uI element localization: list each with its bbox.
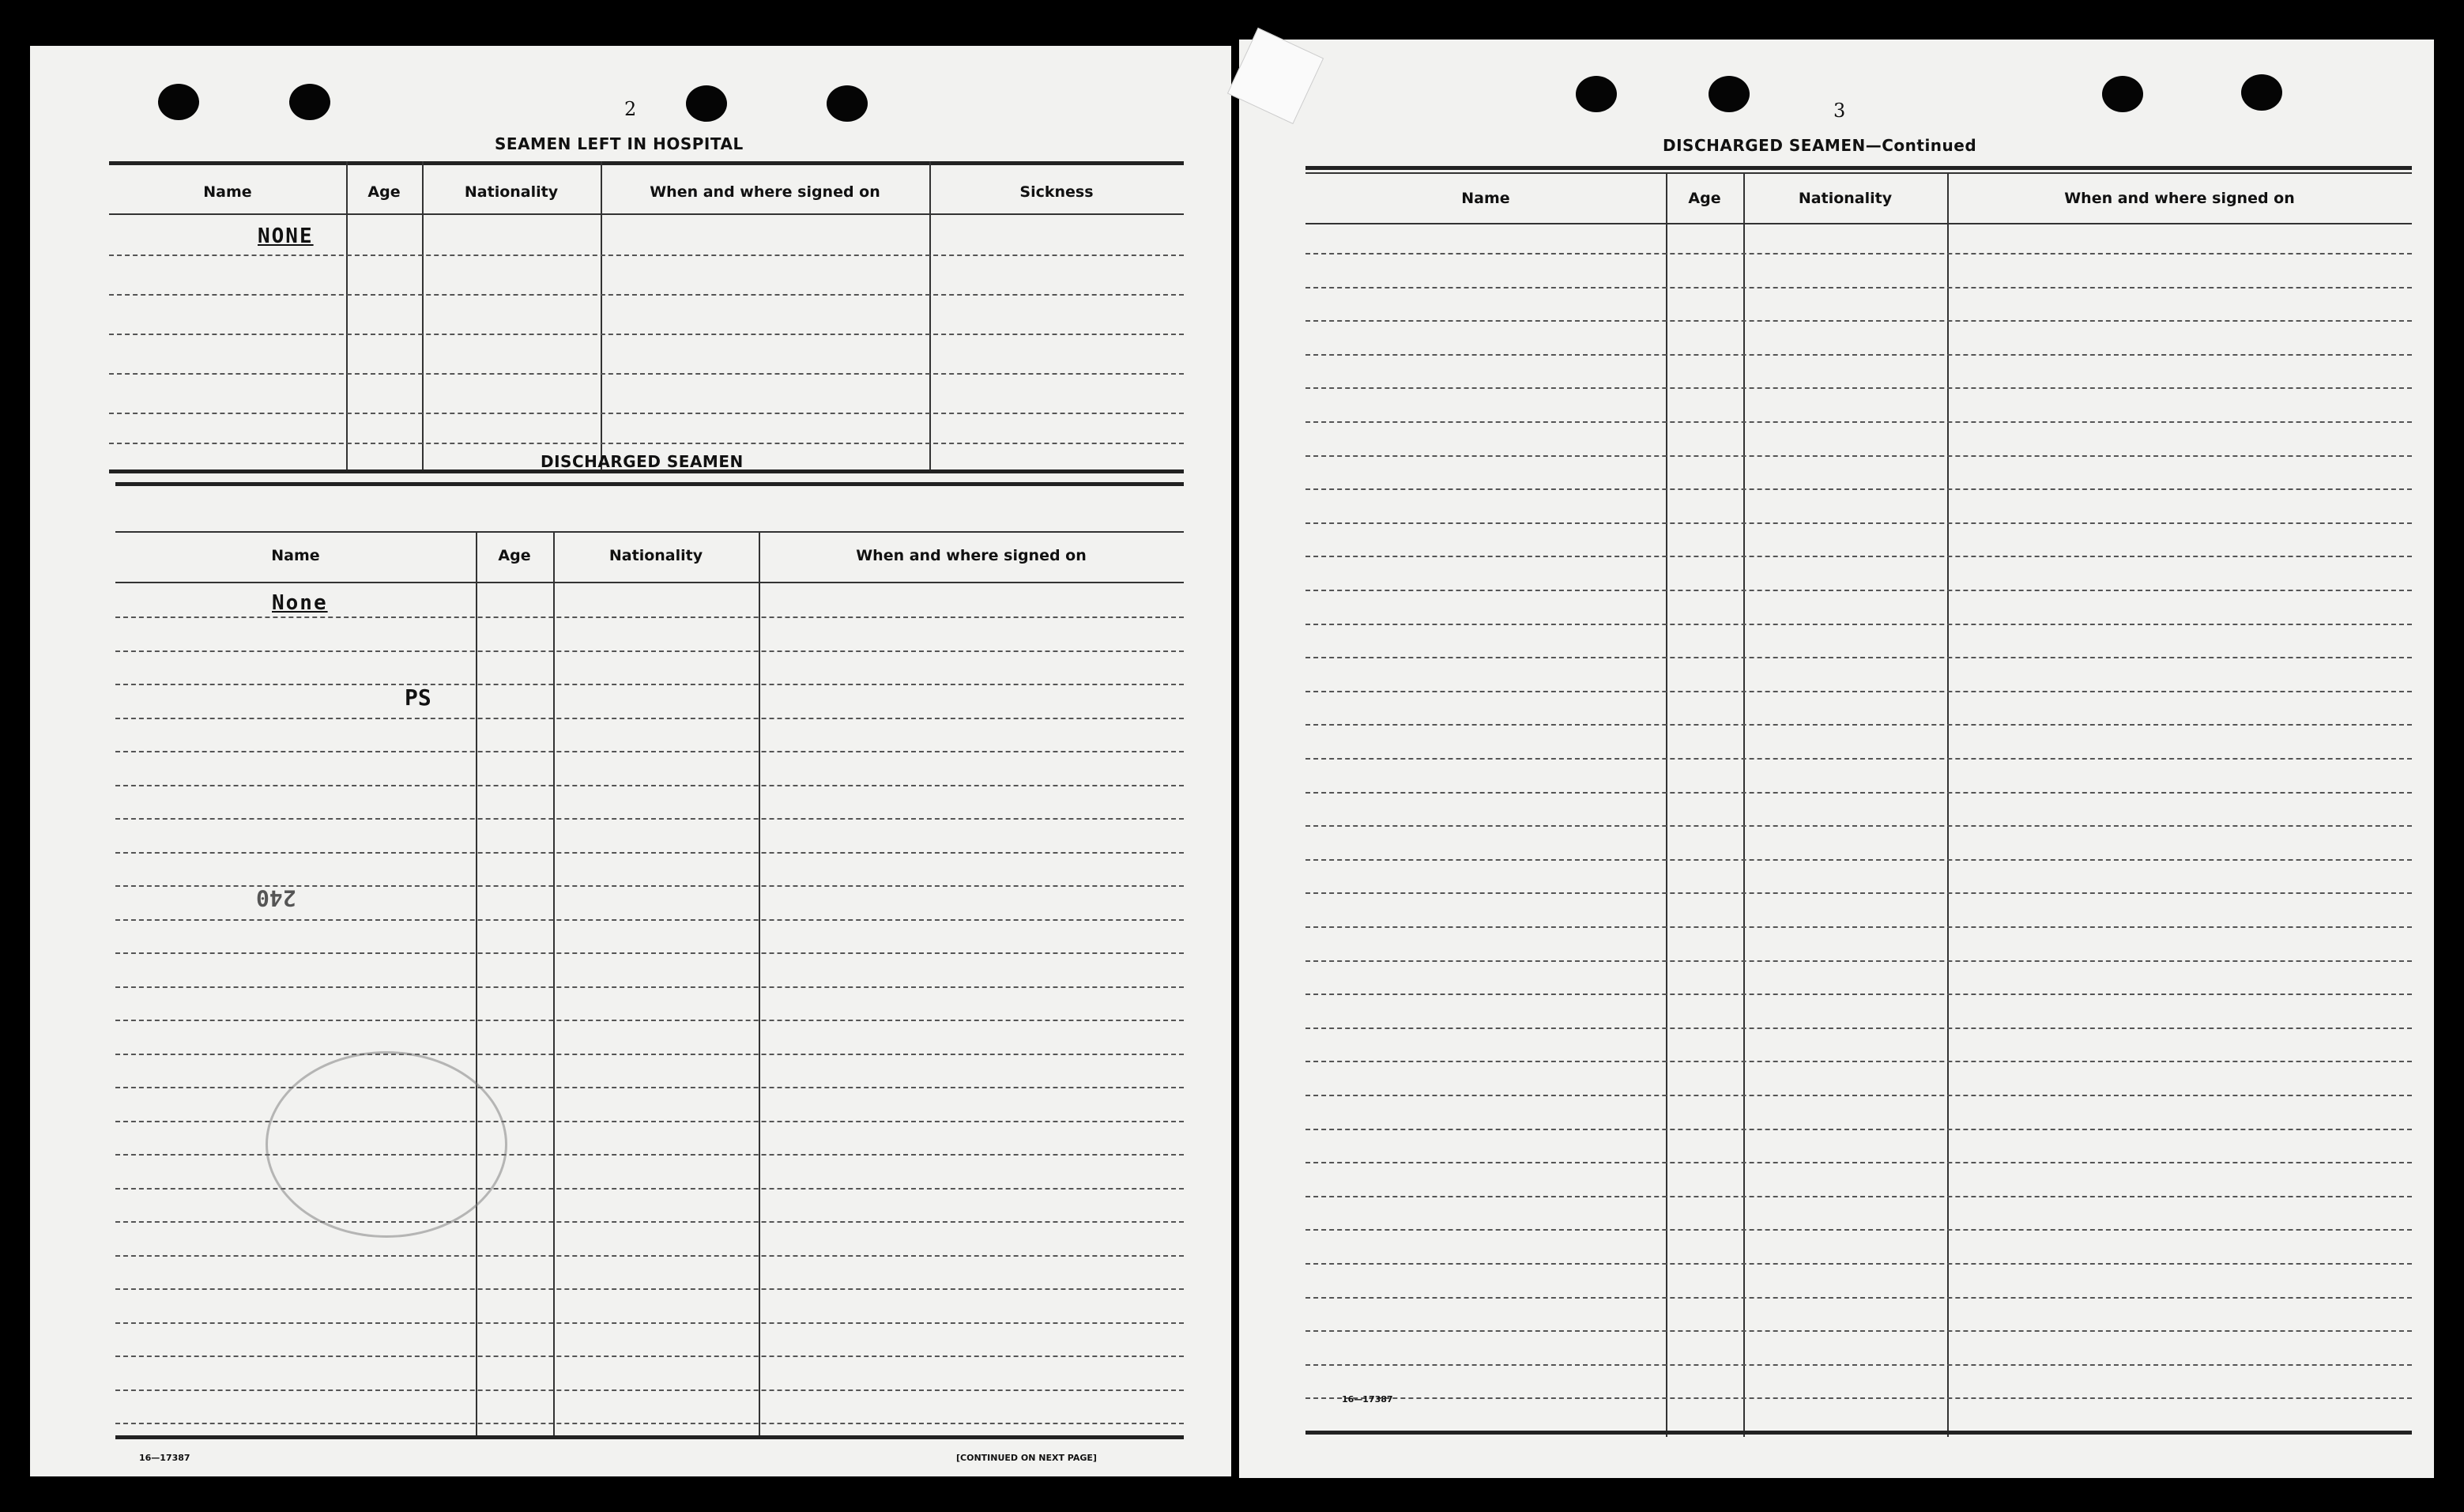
ruled-line [1305, 1263, 2412, 1265]
col-header-name: Name [203, 183, 252, 201]
col-header-nationality: Nationality [1798, 190, 1893, 207]
ruled-line [1305, 354, 2412, 356]
ruled-line [1305, 994, 2412, 995]
punch-hole [2241, 74, 2282, 111]
hospital-table [109, 161, 1184, 477]
ruled-line [115, 650, 1184, 652]
punch-hole [1709, 76, 1750, 112]
ruled-line [1305, 926, 2412, 928]
col-header-signed-on: When and where signed on [856, 547, 1087, 564]
ruled-line [115, 919, 1184, 921]
ruled-line [115, 986, 1184, 988]
ruled-line [115, 616, 1184, 618]
page-number: 2 [624, 98, 637, 120]
ruled-line [115, 718, 1184, 719]
ruled-line [1305, 657, 2412, 658]
ruled-line [1305, 1330, 2412, 1332]
ruled-line [115, 1255, 1184, 1257]
col-header-nationality: Nationality [608, 547, 703, 564]
ruled-line [115, 1356, 1184, 1357]
punch-hole [686, 85, 727, 122]
hospital-entry: NONE [258, 224, 314, 248]
ruled-line [115, 785, 1184, 786]
col-header-age: Age [367, 183, 401, 201]
ruled-line [115, 952, 1184, 954]
ruled-line [115, 1221, 1184, 1223]
ruled-line [1305, 287, 2412, 288]
discharged-continued-table [1305, 166, 2412, 1446]
ruled-line [1305, 590, 2412, 591]
col-header-age: Age [1688, 190, 1721, 207]
initials-mark: PS [405, 684, 431, 711]
right-page [1239, 40, 2434, 1478]
left-page [30, 46, 1231, 1476]
discharged-entry: None [272, 591, 328, 615]
col-header-signed-on: When and where signed on [650, 183, 880, 201]
ruled-line [1305, 1229, 2412, 1231]
form-number: 16—17387 [1342, 1394, 1393, 1405]
ruled-line [115, 1322, 1184, 1324]
ruled-line [115, 1288, 1184, 1290]
col-header-nationality: Nationality [464, 183, 559, 201]
discharged-title: DISCHARGED SEAMEN [541, 452, 744, 471]
ruled-line [1305, 488, 2412, 490]
page-number: 3 [1833, 100, 1846, 122]
punch-hole [827, 85, 868, 122]
ruled-line [1305, 1162, 2412, 1163]
ruled-line [1305, 1297, 2412, 1299]
ruled-line [1305, 1364, 2412, 1366]
ruled-line [115, 1087, 1184, 1088]
col-header-name: Name [271, 547, 320, 564]
discharged-table [115, 482, 1184, 1446]
ruled-line [115, 818, 1184, 820]
ruled-line [1305, 859, 2412, 861]
ruled-line [115, 1188, 1184, 1190]
ruled-line [115, 1389, 1184, 1391]
ruled-line [1305, 320, 2412, 322]
ruled-line [1305, 624, 2412, 625]
punch-hole [289, 84, 330, 120]
ruled-line [115, 751, 1184, 752]
ruled-line [1305, 892, 2412, 894]
ruled-line [1305, 387, 2412, 389]
punch-hole [1576, 76, 1617, 112]
form-number: 16—17387 [139, 1453, 190, 1463]
faint-stamp [266, 1051, 507, 1238]
ruled-line [1305, 758, 2412, 760]
ruled-line [1305, 1196, 2412, 1197]
continued-note: [CONTINUED ON NEXT PAGE] [956, 1453, 1097, 1463]
ruled-line [115, 852, 1184, 854]
ruled-line [1305, 556, 2412, 557]
ruled-line [1305, 1095, 2412, 1096]
col-header-sickness: Sickness [1019, 183, 1094, 201]
handwritten-number: 240 [256, 885, 296, 911]
ruled-line [115, 684, 1184, 685]
ruled-line [1305, 1027, 2412, 1029]
ruled-line [1305, 691, 2412, 692]
punch-hole [2102, 76, 2143, 112]
ruled-line [1305, 1061, 2412, 1062]
ruled-line [1305, 1129, 2412, 1130]
ruled-line [1305, 455, 2412, 457]
col-header-signed-on: When and where signed on [2064, 190, 2295, 207]
ruled-line [1305, 522, 2412, 524]
ruled-line [115, 1423, 1184, 1424]
ruled-line [1305, 253, 2412, 255]
hospital-title: SEAMEN LEFT IN HOSPITAL [495, 134, 744, 153]
discharged-continued-title: DISCHARGED SEAMEN—Continued [1663, 136, 1977, 155]
punch-hole [158, 84, 199, 120]
ruled-line [1305, 825, 2412, 827]
ruled-line [1305, 1397, 2412, 1399]
paper-tab [1227, 28, 1324, 124]
ruled-line [1305, 421, 2412, 423]
col-header-age: Age [498, 547, 531, 564]
ruled-line [1305, 792, 2412, 794]
ruled-line [115, 1020, 1184, 1021]
ruled-line [1305, 960, 2412, 962]
col-header-name: Name [1461, 190, 1510, 207]
ruled-line [1305, 724, 2412, 726]
ruled-line [115, 1054, 1184, 1055]
